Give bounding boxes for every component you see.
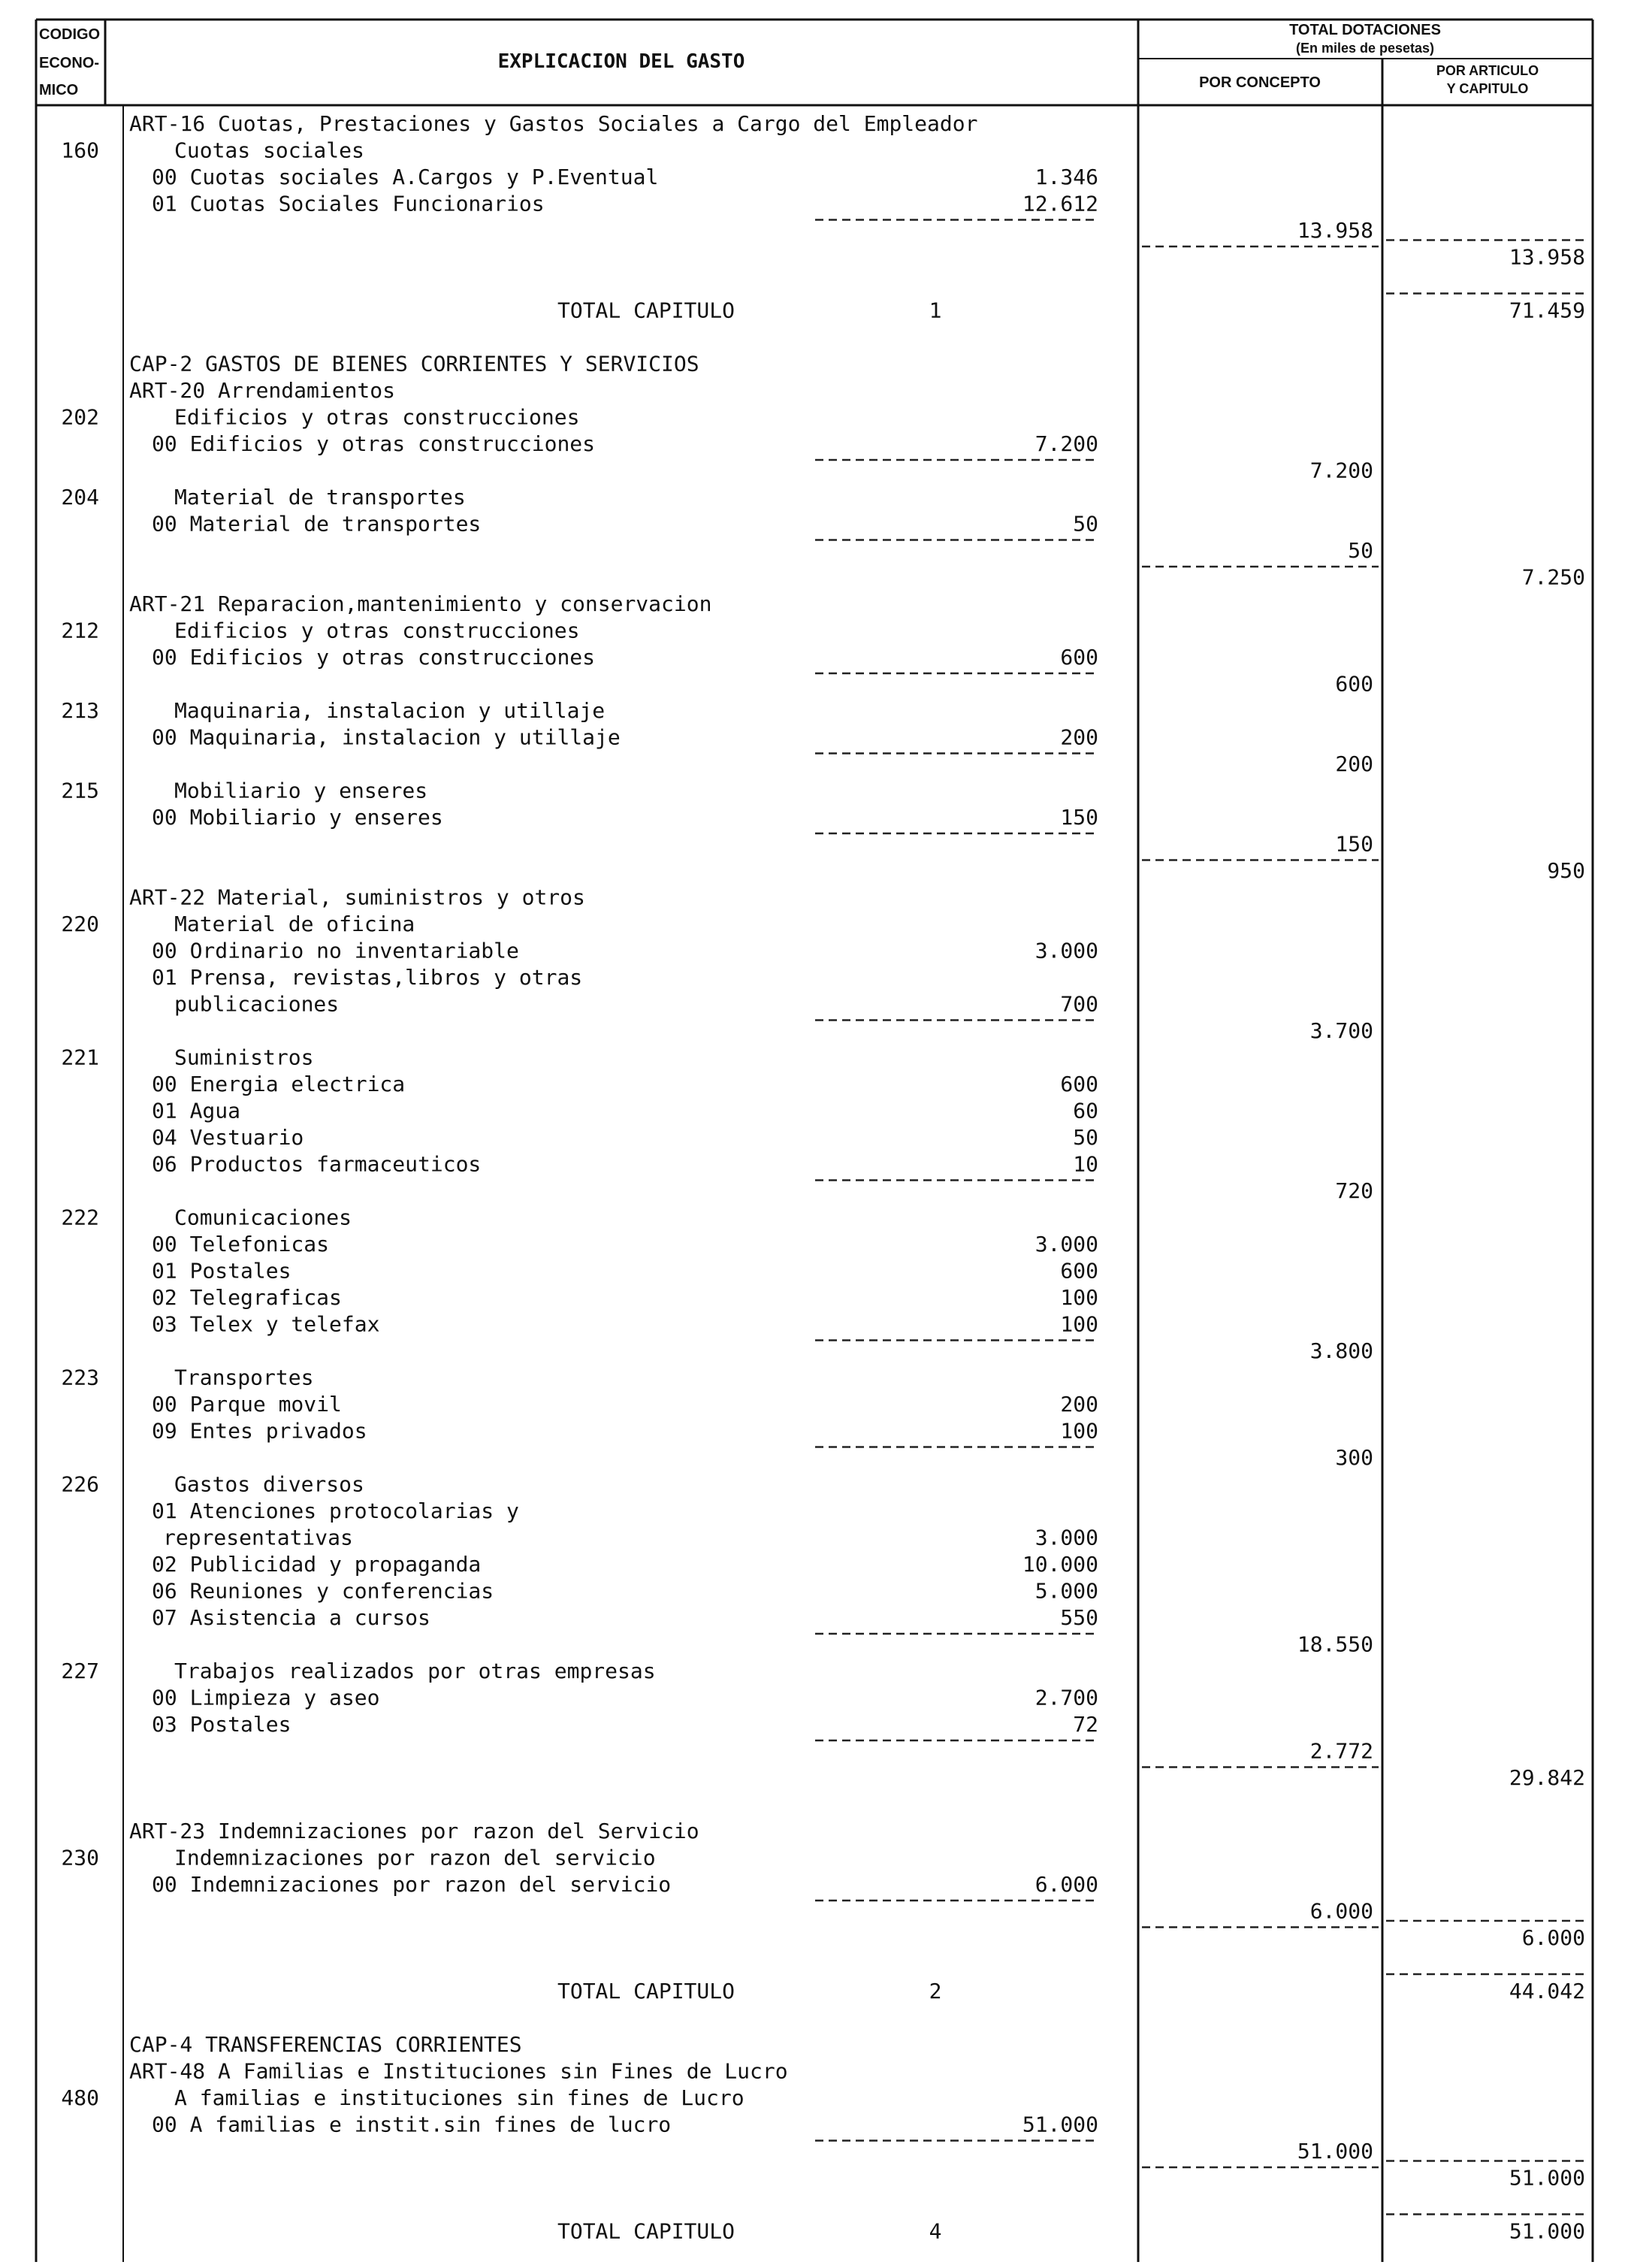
table-body: [61, 111, 1589, 2244]
totals-title: TOTAL DOTACIONES: [1289, 22, 1441, 38]
concept-code: 212: [61, 618, 99, 643]
row-amount: 10.000: [1022, 1552, 1098, 1577]
concept-code: 220: [61, 912, 99, 936]
row-description: 01 Atenciones protocolarias y: [152, 1498, 519, 1523]
concepto-total: 3.700: [1309, 1018, 1373, 1043]
column-articulo-2: Y CAPITULO: [1446, 81, 1529, 96]
row-description: Trabajos realizados por otras empresas: [174, 1659, 656, 1683]
row-description: Edificios y otras construcciones: [174, 618, 580, 643]
row-description: 01 Cuotas Sociales Funcionarios: [152, 191, 545, 216]
row-amount: 6.000: [1035, 1872, 1098, 1897]
row-description: 01 Prensa, revistas,libros y otras: [152, 965, 583, 990]
row-description: Transportes: [174, 1365, 314, 1390]
row-description: publicaciones: [174, 991, 340, 1017]
row-amount: 50: [1073, 511, 1098, 537]
row-description: 00 Limpieza y aseo: [152, 1685, 380, 1710]
row-description: Maquinaria, instalacion y utillaje: [174, 698, 606, 723]
concepto-total: 150: [1335, 831, 1373, 857]
codigo-label-1: CODIGO: [39, 26, 101, 43]
row-description: 00 Edificios y otras construcciones: [152, 431, 596, 456]
concepto-total: 51.000: [1297, 2139, 1373, 2164]
row-description: 02 Publicidad y propaganda: [152, 1552, 482, 1577]
row-description: 06 Reuniones y conferencias: [152, 1578, 494, 1604]
row-amount: 3.000: [1035, 1525, 1098, 1550]
concept-code: 223: [61, 1365, 99, 1390]
row-description: 01 Postales: [152, 1258, 291, 1284]
concepto-total: 720: [1335, 1178, 1373, 1203]
row-description: 00 Maquinaria, instalacion y utillaje: [152, 724, 621, 750]
total-capitulo-number: 2: [929, 1979, 942, 2003]
row-description: 00 Energia electrica: [152, 1072, 406, 1096]
row-amount: 1.346: [1035, 165, 1098, 189]
column-concepto: POR CONCEPTO: [1199, 74, 1321, 91]
row-description: 00 Parque movil: [152, 1392, 342, 1417]
row-description: Cuotas sociales: [174, 138, 364, 163]
row-amount: 100: [1060, 1285, 1098, 1310]
articulo-total: 29.842: [1509, 1765, 1585, 1790]
row-amount: 700: [1060, 991, 1098, 1017]
concept-code: 230: [61, 1845, 99, 1870]
row-amount: 10: [1073, 1151, 1098, 1177]
row-amount: 3.000: [1035, 1232, 1098, 1256]
row-amount: 50: [1073, 1125, 1098, 1150]
row-description: ART-23 Indemnizaciones por razon del Servicio: [129, 1819, 699, 1843]
row-amount: 600: [1060, 645, 1098, 670]
row-amount: 200: [1060, 1392, 1098, 1417]
row-description: ART-16 Cuotas, Prestaciones y Gastos Sociales a Cargo del Empleador: [129, 111, 978, 136]
row-description: 07 Asistencia a cursos: [152, 1605, 430, 1630]
total-capitulo-number: 4: [929, 2218, 942, 2244]
row-description: 00 Ordinario no inventariable: [152, 938, 519, 963]
articulo-total: 950: [1547, 858, 1585, 883]
concepto-total: 13.958: [1297, 218, 1373, 243]
concepto-total: 50: [1348, 538, 1373, 563]
row-description: 03 Telex y telefax: [152, 1311, 380, 1337]
row-description: Suministros: [174, 1045, 314, 1070]
row-amount: 100: [1060, 1311, 1098, 1337]
concepto-total: 2.772: [1309, 1738, 1373, 1764]
row-description: Material de transportes: [174, 485, 466, 510]
concepto-total: 6.000: [1309, 1898, 1373, 1924]
row-description: 00 Cuotas sociales A.Cargos y P.Eventual: [152, 165, 659, 189]
row-description: Indemnizaciones por razon del servicio: [174, 1845, 656, 1870]
concepto-total: 200: [1335, 751, 1373, 776]
row-description: 00 A familias e instit.sin fines de lucro: [152, 2112, 672, 2137]
row-amount: 7.200: [1035, 431, 1098, 456]
articulo-total: 71.459: [1509, 298, 1585, 323]
row-description: Material de oficina: [174, 912, 415, 936]
row-description: CAP-2 GASTOS DE BIENES CORRIENTES Y SERVICIOS: [129, 351, 699, 376]
row-description: 00 Material de transportes: [152, 511, 482, 537]
articulo-total: 7.250: [1521, 564, 1585, 590]
row-description: A familias e instituciones sin fines de Lucro: [174, 2085, 745, 2110]
total-capitulo-label: TOTAL CAPITULO: [557, 2218, 735, 2244]
row-amount: 200: [1060, 724, 1098, 750]
row-description: ART-20 Arrendamientos: [129, 378, 396, 403]
row-description: Edificios y otras construcciones: [174, 404, 580, 430]
row-description: 00 Edificios y otras construcciones: [152, 645, 596, 670]
row-amount: 72: [1073, 1712, 1098, 1737]
concepto-total: 300: [1335, 1445, 1373, 1470]
row-description: ART-48 A Familias e Instituciones sin Fines de Lucro: [129, 2058, 788, 2084]
articulo-total: 44.042: [1509, 1979, 1585, 2003]
concept-code: 227: [61, 1659, 99, 1683]
row-amount: 60: [1073, 1098, 1098, 1123]
row-description: CAP-4 TRANSFERENCIAS CORRIENTES: [129, 2032, 522, 2057]
totals-subtitle: (En miles de pesetas): [1295, 41, 1435, 56]
articulo-total: 6.000: [1521, 1925, 1585, 1950]
page-title: EXPLICACION DEL GASTO: [497, 50, 745, 73]
row-description: 01 Agua: [152, 1098, 241, 1123]
row-description: ART-21 Reparacion,mantenimiento y conservacion: [129, 591, 712, 616]
row-description: Gastos diversos: [174, 1471, 364, 1497]
row-amount: 2.700: [1035, 1685, 1098, 1710]
articulo-total: 51.000: [1509, 2165, 1585, 2191]
row-description: Comunicaciones: [174, 1205, 352, 1230]
articulo-total: 51.000: [1509, 2218, 1585, 2244]
concept-code: 226: [61, 1471, 99, 1497]
table-header: [39, 22, 1539, 98]
row-amount: 12.612: [1022, 191, 1098, 216]
total-capitulo-number: 1: [929, 298, 942, 323]
articulo-total: 13.958: [1509, 244, 1585, 270]
row-amount: 51.000: [1022, 2112, 1098, 2137]
row-description: 06 Productos farmaceuticos: [152, 1151, 482, 1177]
concepto-total: 600: [1335, 671, 1373, 697]
row-amount: 5.000: [1035, 1578, 1098, 1604]
concept-code: 213: [61, 698, 99, 723]
row-description: 04 Vestuario: [152, 1125, 304, 1150]
row-description: 02 Telegraficas: [152, 1285, 342, 1310]
total-capitulo-label: TOTAL CAPITULO: [557, 298, 735, 323]
row-description: representativas: [163, 1525, 353, 1550]
concept-code: 160: [61, 138, 99, 163]
concept-code: 222: [61, 1205, 99, 1230]
row-amount: 3.000: [1035, 938, 1098, 963]
concept-code: 215: [61, 778, 99, 803]
row-amount: 600: [1060, 1072, 1098, 1096]
row-amount: 100: [1060, 1418, 1098, 1444]
row-description: 00 Telefonicas: [152, 1232, 330, 1256]
row-description: 00 Mobiliario y enseres: [152, 805, 443, 830]
column-articulo-1: POR ARTICULO: [1436, 63, 1539, 78]
concept-code: 480: [61, 2085, 99, 2110]
concepto-total: 7.200: [1309, 458, 1373, 483]
row-description: 03 Postales: [152, 1712, 291, 1737]
row-description: 00 Indemnizaciones por razon del servicio: [152, 1872, 672, 1897]
concept-code: 204: [61, 485, 99, 510]
row-description: ART-22 Material, suministros y otros: [129, 885, 585, 910]
codigo-label-2: ECONO-: [39, 55, 99, 71]
row-description: 09 Entes privados: [152, 1418, 367, 1444]
concepto-total: 3.800: [1309, 1338, 1373, 1363]
codigo-label-3: MICO: [39, 82, 79, 98]
row-amount: 600: [1060, 1258, 1098, 1284]
concept-code: 221: [61, 1045, 99, 1070]
row-description: Mobiliario y enseres: [174, 778, 428, 803]
row-amount: 150: [1060, 805, 1098, 830]
concepto-total: 18.550: [1297, 1631, 1373, 1657]
concept-code: 202: [61, 404, 99, 430]
row-amount: 550: [1060, 1605, 1098, 1630]
total-capitulo-label: TOTAL CAPITULO: [557, 1979, 735, 2003]
